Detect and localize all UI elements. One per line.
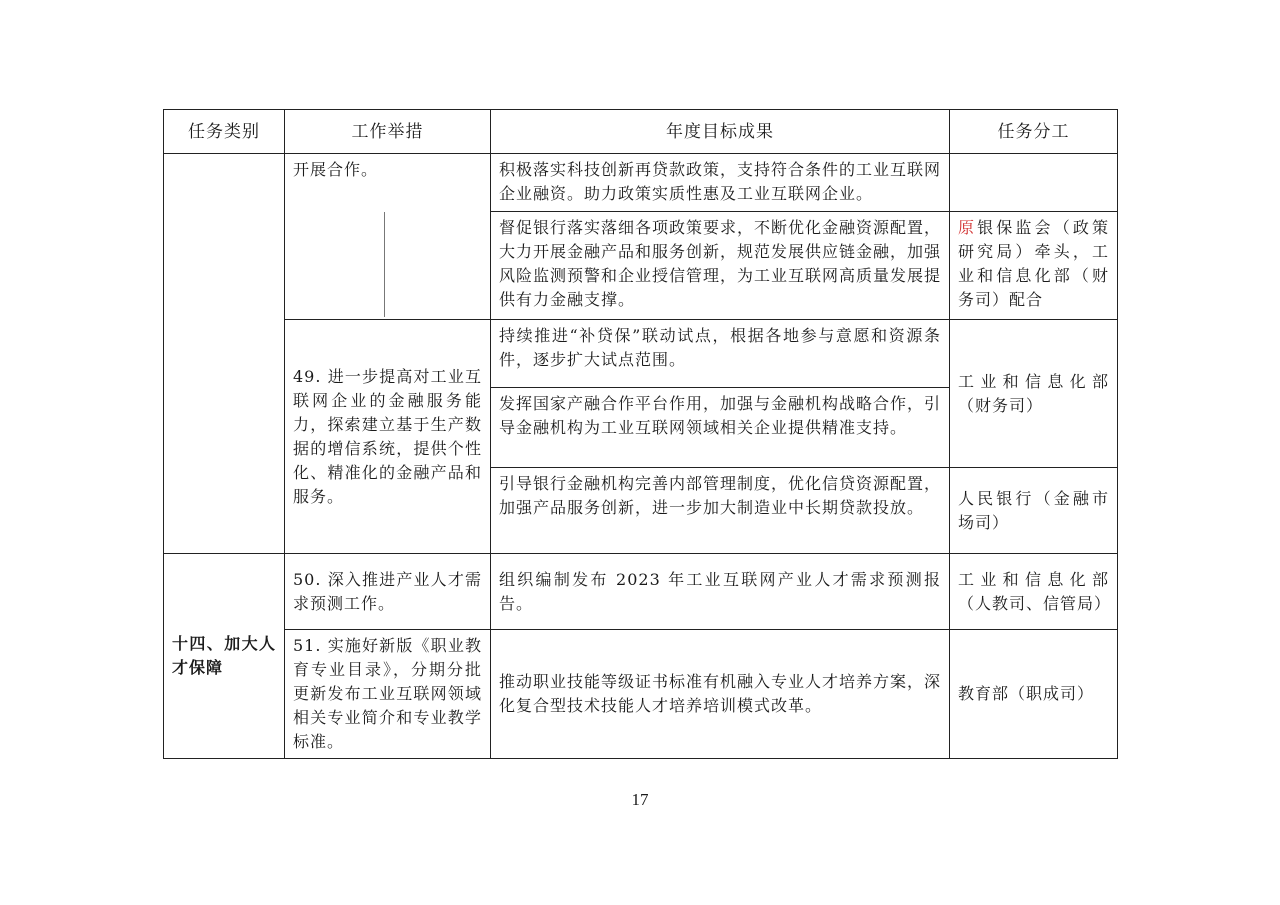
assignment-cell	[950, 212, 1118, 320]
assignment-cell: 人民银行（金融市场司）	[950, 468, 1118, 554]
assignment-cell: 工业和信息化部（人教司、信管局）	[950, 554, 1118, 630]
target-cell: 积极落实科技创新再贷款政策，支持符合条件的工业互联网企业融资。助力政策实质性惠及工业互联网企业。	[491, 154, 950, 212]
table-row	[164, 154, 1118, 212]
measure-cell: 51. 实施好新版《职业教育专业目录》，分期分批更新发布工业互联网领域相关专业简介和专业教学标准。	[285, 630, 491, 759]
assignment-cell: 教育部（职成司）	[950, 630, 1118, 759]
assignment-cell: 工业和信息化部（财务司）	[950, 320, 1118, 468]
task-table	[163, 109, 1118, 759]
inner-divider-line	[384, 212, 385, 317]
target-cell: 督促银行落实落细各项政策要求，不断优化金融资源配置，大力开展金融产品和服务创新，规范发展供应链金融，加强风险监测预警和企业授信管理，为工业互联网高质量发展提供有力金融支撑。	[491, 212, 950, 320]
header-assignment: 任务分工	[950, 110, 1118, 154]
assignment-cell	[950, 154, 1118, 212]
header-category: 任务类别	[164, 110, 285, 154]
measure-cell: 49. 进一步提高对工业互联网企业的金融服务能力，探索建立基于生产数据的增信系统，提供个性化、精准化的金融产品和服务。	[285, 320, 491, 554]
page-number: 17	[631, 790, 649, 809]
measure-cell: 开展合作。	[285, 154, 491, 320]
measure-cell: 50. 深入推进产业人才需求预测工作。	[285, 554, 491, 630]
header-target: 年度目标成果	[491, 110, 950, 154]
table-row	[164, 554, 1118, 630]
table-row	[164, 630, 1118, 759]
assignment-prefix-highlight: 原	[958, 218, 978, 237]
header-measure: 工作举措	[285, 110, 491, 154]
target-cell: 组织编制发布 2023 年工业互联网产业人才需求预测报告。	[491, 554, 950, 630]
assignment-text: 银保监会（政策研究局）牵头，工业和信息化部（财务司）配合	[958, 218, 1109, 309]
target-cell: 持续推进“补贷保”联动试点，根据各地参与意愿和资源条件，逐步扩大试点范围。	[491, 320, 950, 388]
category-cell: 十四、加大人才保障	[164, 554, 285, 759]
target-cell: 发挥国家产融合作平台作用，加强与金融机构战略合作，引导金融机构为工业互联网领域相关企业提供精准支持。	[491, 388, 950, 468]
table-row	[164, 320, 1118, 388]
category-cell-empty	[164, 154, 285, 554]
target-cell: 引导银行金融机构完善内部管理制度，优化信贷资源配置，加强产品服务创新，进一步加大制造业中长期贷款投放。	[491, 468, 950, 554]
target-cell: 推动职业技能等级证书标准有机融入专业人才培养方案，深化复合型技术技能人才培养培训模式改革。	[491, 630, 950, 759]
table-header-row	[164, 110, 1118, 154]
